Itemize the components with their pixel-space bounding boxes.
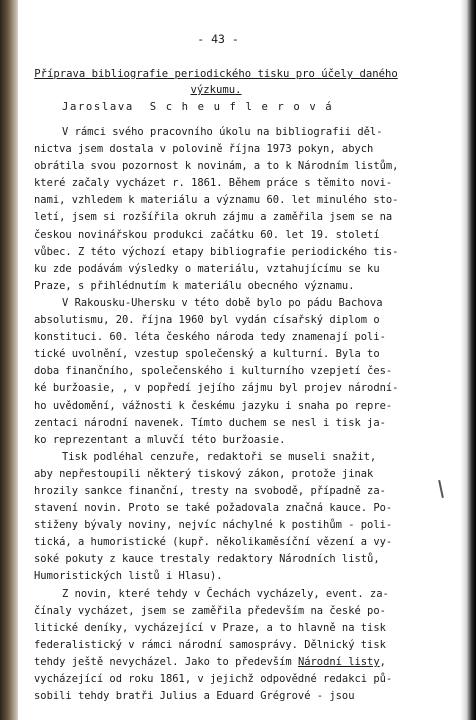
narodni-listy-underlined: Národní listy bbox=[297, 655, 380, 668]
body-text bbox=[34, 124, 414, 705]
paragraph-4-continuation: , vycházející od roku 1861, v jejichž odpovědné redakci pů- sobili tehdy bratři Julius a Eduard Grégrové - jsou bbox=[34, 655, 393, 703]
paragraph-3: Tisk podléhal cenzuře, redaktoři se museli snažit, aby nepřestoupili některý tiskový zákon, protože jinak hrozily sankce finanční, tresty na svobodě, případně za- stavení novin. Proto se také požadovala značná kauce. Po- stiženy bývaly noviny, nejvíc náchylné k postihům - poli- tická, a humoristické (kupř. několikaměsíční vězení a vy- soké pokuty z kauce trestaly redaktory Národních listů, Humoristických listů i Hlasu). bbox=[34, 450, 393, 583]
page-title bbox=[34, 66, 398, 98]
page-number: - 43 - bbox=[197, 32, 239, 46]
page-binding-edge bbox=[0, 0, 18, 720]
paragraph-2: V Rakousku-Uhersku v této době bylo po pádu Bachova absolutismu, 20. října 1960 byl vydán císařský diplom o konstituci. 60. léta českého národa tedy znamenají poli- tické uvolnění, vzestup společenský a kulturní. Byla to doba finančního, společenského i kulturního vzepjetí čes- ké buržoasie, , v popředí jejího zájmu byl projev národní- ho uvědomění, vážnosti k českému jazyku i snaha po repre- zentaci národní navenek. Tímto duchem se nesl i tisk ja- ko reprezentant a mluvčí této buržoasie. bbox=[34, 296, 399, 446]
pencil-mark bbox=[438, 480, 444, 498]
paragraph-4 bbox=[34, 586, 414, 706]
author-name: Jaroslava S c h e u f l e r o v á bbox=[62, 101, 334, 113]
paragraph-4-text: Z novin, které tehdy v Čechách vycházely, event. za- čínaly vycházet, jsem se zaměřila především na české po- litické deníky, vycházející v Praze, a to hlavně na tisk federalistický v rámci národní samosprávy. Dělnický tisk tehdy ještě nevycházel. Jako to především bbox=[34, 587, 389, 668]
title-line-1: Příprava bibliografie periodického tisku pro účely daného bbox=[34, 68, 398, 80]
title-line-2: výzkumu. bbox=[190, 84, 242, 96]
page-right-edge bbox=[460, 0, 476, 720]
paragraph-1: V rámci svého pracovního úkolu na bibliografii děl- nictva jsem dostala v polovině října 1973 pokyn, abych obrátila svou pozornost k novinám, a to k Národním listům, které začaly vycházet r. 1861. Během práce s těmito novi- nami, vzhledem k materiálu a významu 60. let minulého sto- letí, jsem si rozšířila okruh zájmu a zaměřila jsem se na českou novinářskou produkci začátku 60. let 19. století vůbec. Z této výchozí etapy bibliografie periodického tis- ku zde podávám výsledky o materiálu, vztahujícímu se ku Praze, s přihlédnutím k materiálu obecného významu. bbox=[34, 126, 399, 292]
